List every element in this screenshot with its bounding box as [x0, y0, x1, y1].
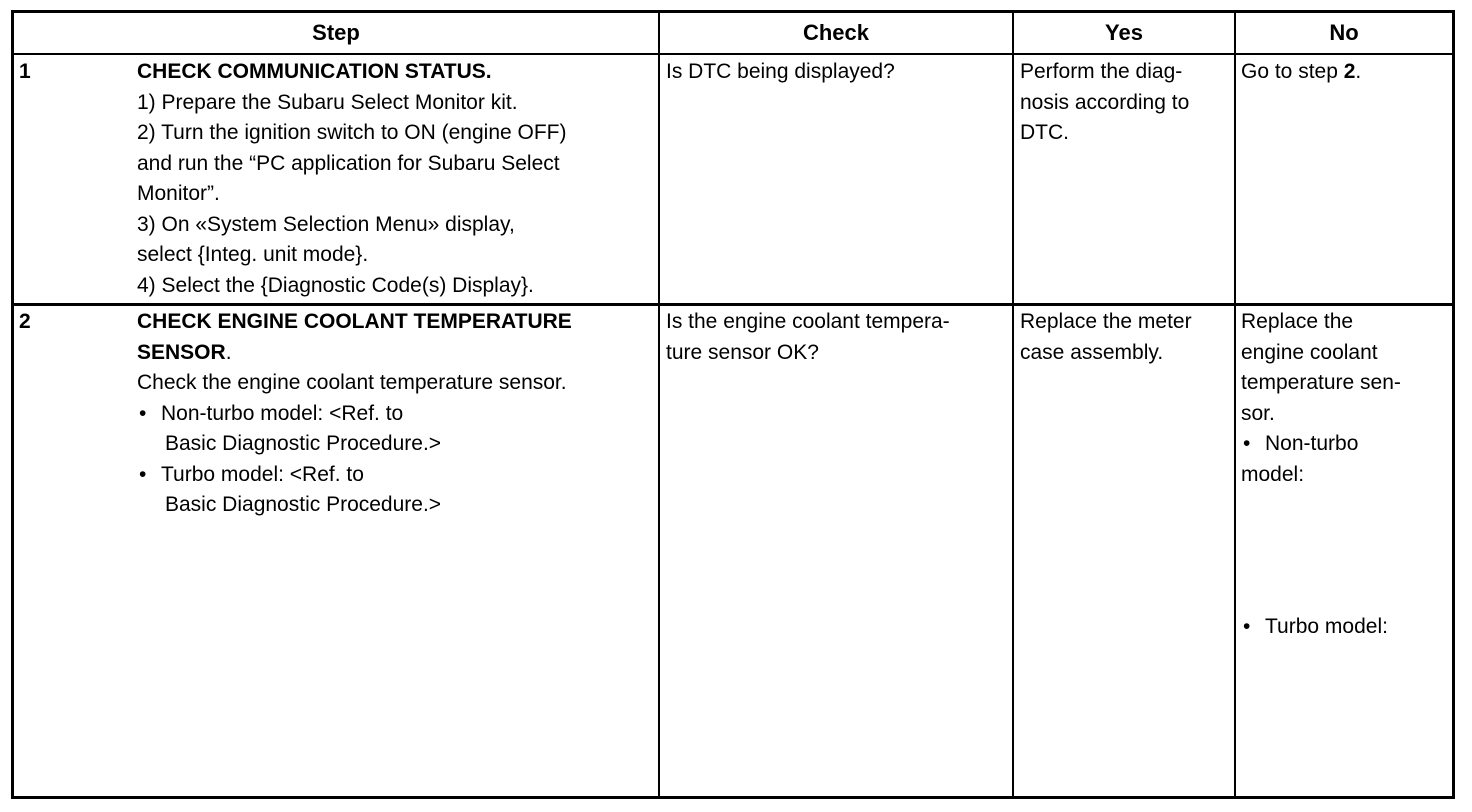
step-title: CHECK ENGINE COOLANT TEMPERATURE: [137, 310, 572, 333]
step-line: Check the engine coolant temperature sensor.: [137, 371, 567, 394]
step-line: 1) Prepare the Subaru Select Monitor kit.: [137, 90, 518, 114]
no-line: temperature sen-: [1241, 371, 1401, 394]
header-check: Check: [802, 20, 870, 45]
step-1-content: [137, 57, 567, 301]
no-bullet-text: model:: [1241, 462, 1305, 486]
col-divider: [1012, 13, 1014, 796]
no-text: Go to step: [1241, 60, 1344, 83]
header-no: No: [1329, 20, 1359, 45]
yes-line: DTC.: [1020, 121, 1069, 144]
no-1: [1241, 57, 1361, 88]
yes-line: Replace the meter: [1020, 310, 1192, 333]
check-line: ture sensor OK?: [666, 340, 819, 364]
bullet-icon: •: [1243, 615, 1251, 638]
step-title: SENSOR: [137, 340, 226, 364]
step-number: 2: [19, 310, 31, 333]
header-step: Step: [312, 20, 360, 45]
step-line: 4) Select the {Diagnostic Code(s) Display}.: [137, 273, 534, 297]
no-2-bullet-turbo: [1241, 612, 1388, 643]
yes-line: nosis according to: [1020, 90, 1190, 114]
row-divider: [14, 303, 1452, 306]
no-bullet-text: Turbo model:: [1265, 615, 1388, 638]
bullet-icon: •: [1243, 432, 1251, 455]
step-ref: 2: [1343, 60, 1356, 83]
yes-2: [1020, 307, 1192, 368]
no-2: [1241, 307, 1401, 490]
step-line: 2) Turn the ignition switch to ON (engine OFF): [137, 121, 567, 144]
no-line: engine coolant: [1241, 340, 1378, 364]
no-text: .: [1355, 60, 1362, 83]
bullet-text: Basic Diagnostic Procedure.>: [165, 432, 442, 455]
step-title-suffix: .: [225, 340, 232, 364]
bullet-icon: •: [139, 462, 147, 486]
step-line: 3) On «System Selection Menu» display,: [137, 212, 515, 236]
header-yes: Yes: [1105, 20, 1143, 45]
diagnostic-table: [11, 10, 1455, 799]
yes-1: [1020, 57, 1189, 149]
check-2: [666, 307, 950, 368]
no-line: Replace the: [1241, 310, 1354, 333]
header-divider: [14, 53, 1452, 55]
col-divider: [658, 13, 660, 796]
col-divider: [1234, 13, 1236, 796]
check-1: [666, 57, 895, 88]
step-line: and run the “PC application for Subaru Select: [137, 151, 560, 175]
bullet-text: Non-turbo model: <Ref. to: [161, 401, 404, 425]
bullet-text: Basic Diagnostic Procedure.>: [165, 493, 442, 516]
step-title: CHECK COMMUNICATION STATUS.: [137, 60, 492, 83]
step-line: select {Integ. unit mode}.: [137, 243, 369, 266]
step-2-content: [137, 307, 572, 521]
check-line: Is DTC being displayed?: [666, 60, 895, 83]
check-line: Is the engine coolant tempera-: [666, 310, 950, 333]
step-line: Monitor”.: [137, 182, 220, 205]
step-number: 1: [19, 60, 31, 83]
bullet-icon: •: [139, 401, 147, 425]
no-line: sor.: [1241, 401, 1275, 425]
yes-line: Perform the diag-: [1020, 60, 1183, 83]
yes-line: case assembly.: [1020, 340, 1164, 364]
no-bullet-text: Non-turbo: [1265, 432, 1359, 455]
bullet-text: Turbo model: <Ref. to: [161, 462, 364, 486]
